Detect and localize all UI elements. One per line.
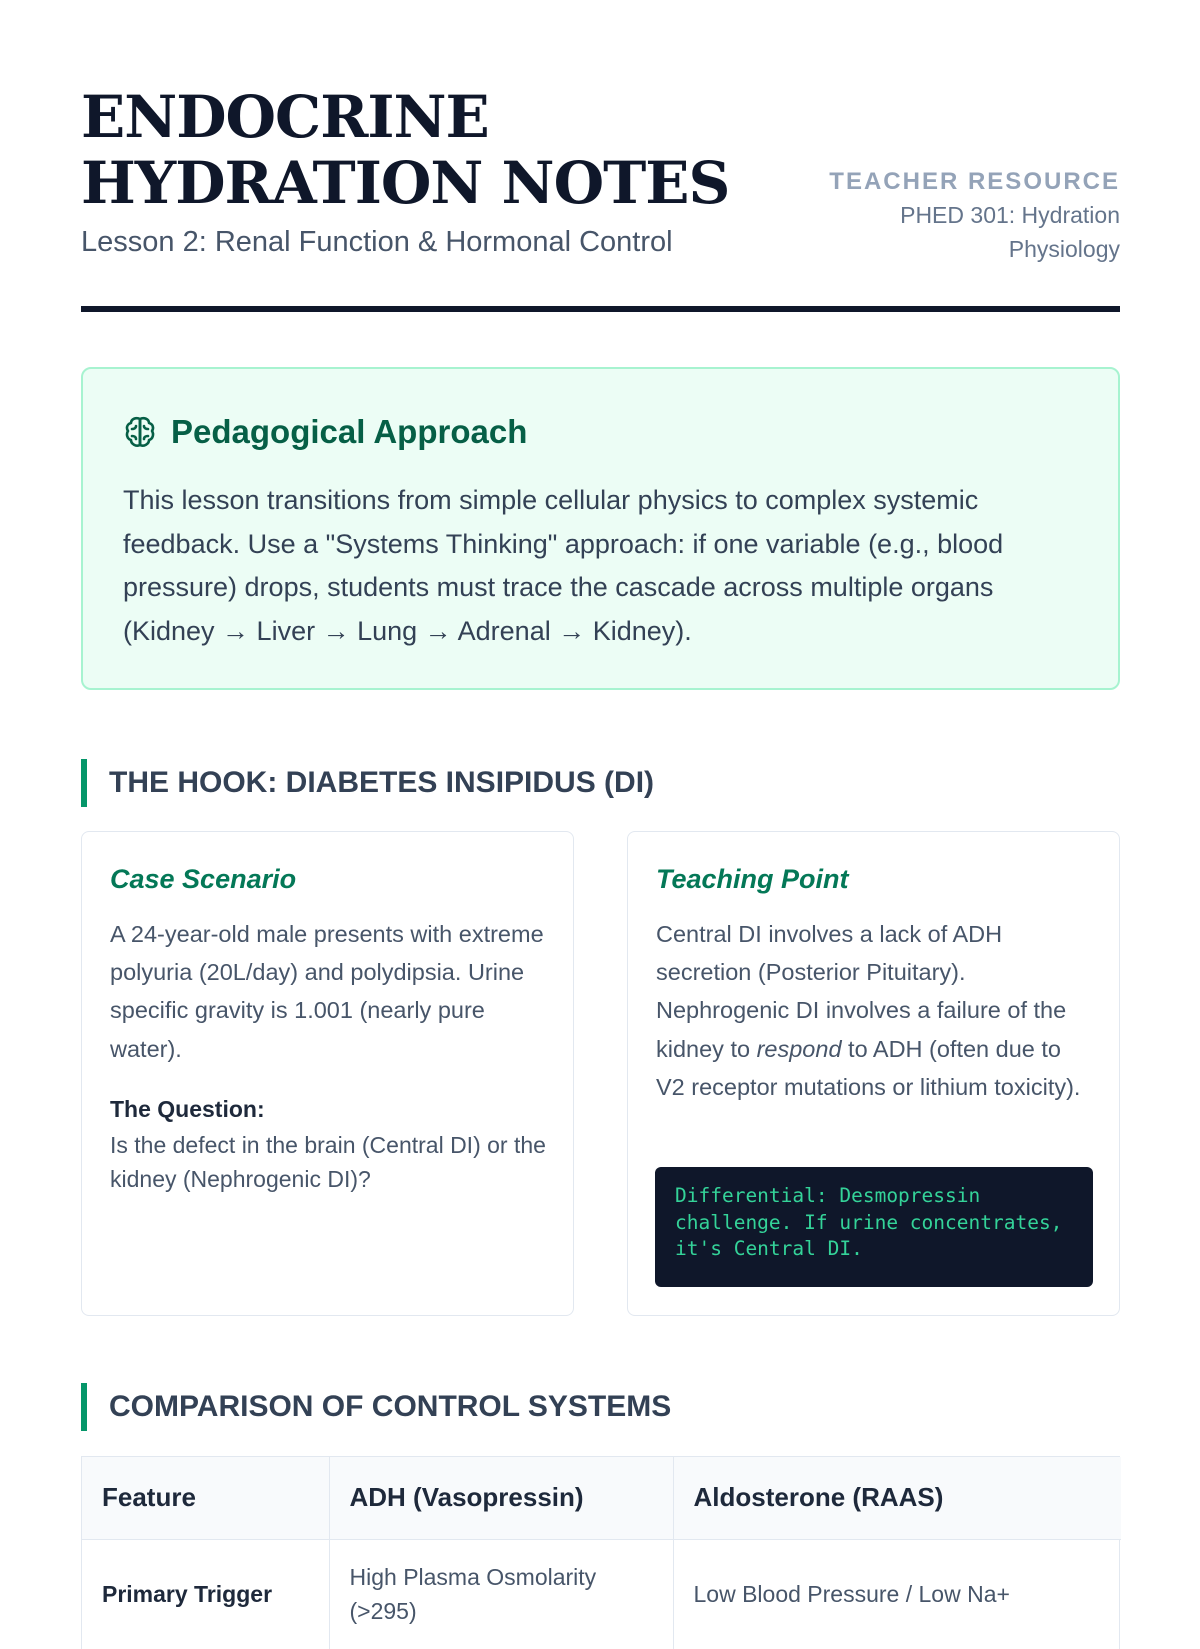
page-title: ENDOCRINE HYDRATION NOTES	[81, 83, 730, 217]
card-title: Teaching Point	[656, 864, 849, 894]
resource-info	[800, 168, 1120, 266]
resource-label: TEACHER RESOURCE	[829, 168, 1120, 195]
section-heading-hook	[81, 759, 654, 807]
pedagogy-title: Pedagogical Approach	[171, 413, 528, 450]
row-label: Primary Trigger	[82, 1539, 329, 1649]
table-header-row	[82, 1457, 1121, 1539]
table-row	[82, 1539, 1121, 1649]
table-cell: Low Blood Pressure / Low Na+	[693, 1581, 1010, 1608]
table-cell: High Plasma Osmolarity (>295)	[329, 1539, 673, 1649]
card-title: Case Scenario	[110, 864, 297, 894]
section-accent-bar	[81, 1383, 87, 1431]
section-title: THE HOOK: DIABETES INSIPIDUS (DI)	[109, 766, 655, 799]
brain-icon	[123, 415, 157, 449]
document-page	[81, 0, 1120, 1625]
case-text: A 24-year-old male presents with extreme polyuria (20L/day) and polydipsia. Urine specific gravity is 1.001 (nearly pure water).	[110, 921, 544, 1062]
pedagogy-header	[123, 413, 527, 451]
teaching-text	[656, 915, 1096, 1106]
course-name: PHED 301: Hydration Physiology	[900, 202, 1120, 262]
question-text: Is the defect in the brain (Central DI) or the kidney (Nephrogenic DI)?	[110, 1132, 546, 1192]
comparison-table	[81, 1456, 1120, 1649]
pedagogy-callout	[81, 367, 1120, 690]
section-heading-comparison	[81, 1383, 671, 1431]
section-accent-bar	[81, 759, 87, 807]
column-header: ADH (Vasopressin)	[329, 1457, 673, 1539]
pedagogy-text: This lesson transitions from simple cellular physics to complex systemic feedback. Use a "Systems Thinking" approach: if one variable (e.g., blood pressure) drops, students must trace the cascade across multiple organs (Kidney → Liver → Lung → Adrenal → Kidney).	[123, 485, 1004, 646]
section-title: COMPARISON OF CONTROL SYSTEMS	[109, 1390, 672, 1423]
question-label: The Question:	[110, 1096, 265, 1122]
teaching-text-start: Central DI involves a lack of ADH secretion (Posterior Pituitary). Nephrogenic DI involves a failure of the kidney to	[656, 921, 1067, 1062]
column-header: Aldosterone (RAAS)	[673, 1457, 1121, 1539]
document-header	[81, 0, 1120, 314]
emphasis-word: respond	[756, 1035, 842, 1062]
column-header: Feature	[82, 1457, 329, 1539]
case-scenario-card	[81, 831, 574, 1316]
header-divider	[81, 306, 1120, 312]
teaching-point-card	[627, 831, 1120, 1316]
lesson-subtitle: Lesson 2: Renal Function & Hormonal Control	[81, 226, 673, 258]
teaching-text-end: to ADH (often due to V2 receptor mutations or lithium toxicity).	[656, 1035, 1081, 1100]
differential-code-block: Differential: Desmopressin challenge. If urine concentrates, it's Central DI.	[655, 1167, 1093, 1287]
